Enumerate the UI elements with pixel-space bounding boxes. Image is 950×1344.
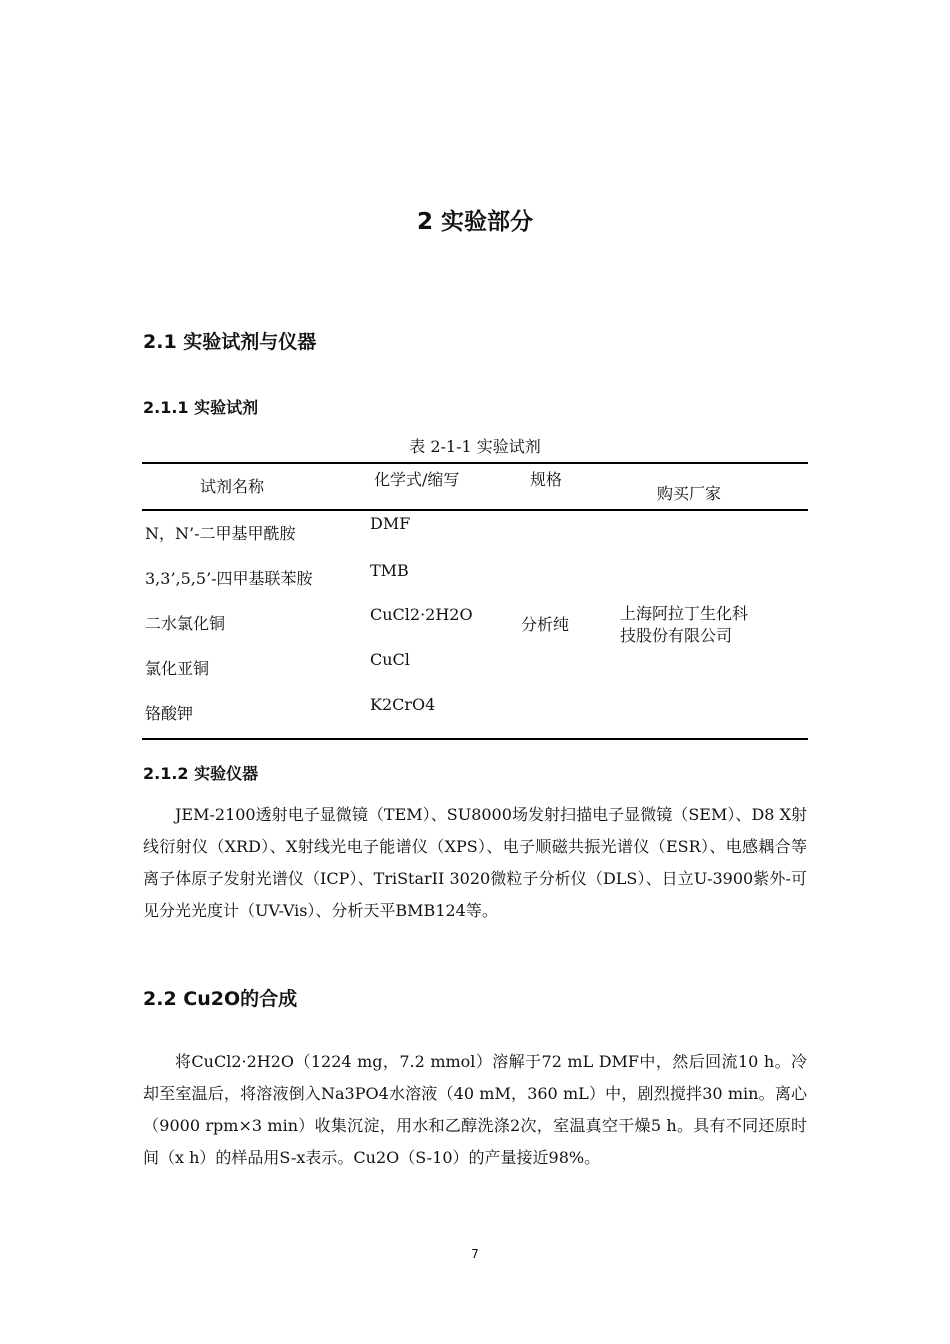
table-cell-formula: TMB: [370, 561, 409, 580]
table-header-rule: [142, 509, 808, 511]
table-header-formula: 化学式/缩写: [374, 470, 460, 489]
chapter-title: 2 实验部分: [416, 209, 533, 235]
page-number: 7: [471, 1247, 479, 1261]
table-cell-name: 3,3’,5,5’-四甲基联苯胺: [145, 569, 313, 588]
table-cell-name: 二水氯化铜: [145, 614, 226, 633]
table-cell-vendor-line1: 上海阿拉丁生化科: [620, 604, 749, 623]
table-caption: 表 2-1-1 实验试剂: [409, 437, 541, 456]
synthesis-text: 将CuCl2·2H2O（1224 mg，7.2 mmol）溶解于72 mL DMF中，然后回流10 h。冷却至室温后，将溶液倒入Na3PO4水溶液（40 mM，360 mL）中，剧烈搅拌30 min。离心（9000 rpm×3 min）收集沉淀，用水和乙醇洗涤2次，室温真空干燥5 h。具有不同还原时间（x h）的样品用S-x表示。Cu2O（S-10）的产量接近98%。: [143, 1052, 807, 1167]
table-cell-name: N，N’-二甲基甲酰胺: [145, 524, 296, 543]
table-cell-formula: CuCl: [370, 650, 410, 669]
table-header-vendor: 购买厂家: [657, 484, 722, 503]
table-header-grade: 规格: [530, 470, 563, 489]
table-cell-formula: DMF: [370, 514, 411, 533]
table-cell-name: 铬酸钾: [145, 704, 194, 723]
section-heading-2-2: 2.2 Cu2O的合成: [143, 988, 298, 1010]
instruments-paragraph: [143, 799, 807, 927]
section-heading-2-1: 2.1 实验试剂与仪器: [143, 331, 317, 353]
table-cell-formula: CuCl2·2H2O: [370, 605, 473, 624]
table-cell-vendor-line2: 技股份有限公司: [620, 626, 733, 645]
table-header-name: 试剂名称: [200, 477, 265, 496]
table-cell-name: 氯化亚铜: [145, 659, 210, 678]
section-heading-2-1-2: 2.1.2 实验仪器: [143, 764, 259, 783]
instruments-text: JEM-2100透射电子显微镜（TEM）、SU8000场发射扫描电子显微镜（SEM）、D8 X射线衍射仪（XRD）、X射线光电子能谱仪（XPS）、电子顺磁共振光谱仪（ESR）、电感耦合等离子体原子发射光谱仪（ICP）、TriStarII 3020微粒子分析仪（DLS）、日立U-3900紫外-可见分光光度计（UV-Vis）、分析天平BMB124等。: [143, 805, 807, 920]
table-cell-grade: 分析纯: [521, 615, 570, 634]
table-top-rule: [142, 462, 808, 464]
table-bottom-rule: [142, 738, 808, 740]
synthesis-paragraph: [143, 1046, 807, 1174]
table-cell-formula: K2CrO4: [370, 695, 436, 714]
section-heading-2-1-1: 2.1.1 实验试剂: [143, 398, 259, 417]
